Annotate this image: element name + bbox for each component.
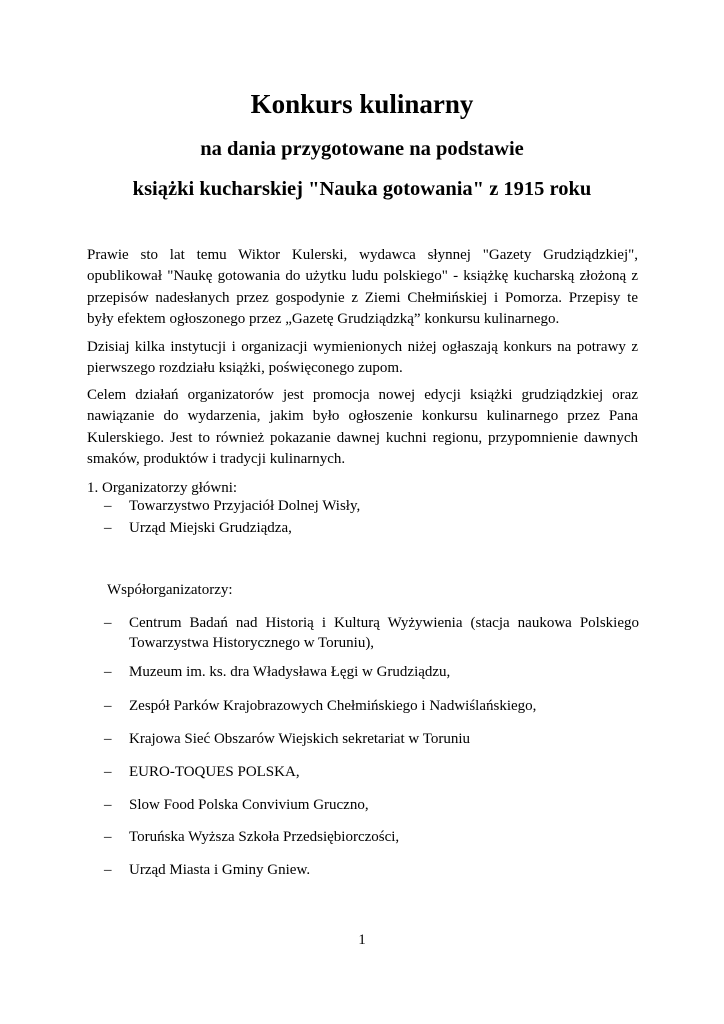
list-dash: – xyxy=(104,520,112,536)
page-number: 1 xyxy=(358,932,366,948)
main-organizer-item: Towarzystwo Przyjaciół Dolnej Wisły, xyxy=(129,498,361,514)
co-organizer-item: Centrum Badań nad Historią i Kulturą Wyżywienia (stacja naukowa Polskiego Towarzystwa Historycznego w Toruniu), xyxy=(129,615,639,651)
list-dash: – xyxy=(104,498,112,514)
subtitle-line-2: książki kucharskiej "Nauka gotowania" z 1915 roku xyxy=(132,178,592,200)
main-organizers-heading: 1. Organizatorzy główni: xyxy=(87,480,238,496)
co-organizer-item: Zespół Parków Krajobrazowych Chełmińskiego i Nadwiślańskiego, xyxy=(129,698,537,714)
main-organizer-item: Urząd Miejski Grudziądza, xyxy=(129,520,292,536)
list-dash: – xyxy=(104,615,112,631)
page-title: Konkurs kulinarny xyxy=(250,89,474,119)
co-organizer-item: Urząd Miasta i Gminy Gniew. xyxy=(129,862,311,878)
announcement-paragraph: Dzisiaj kilka instytucji i organizacji wymienionych niżej ogłaszają konkurs na potrawy z pierwszego rozdziału książki, poświęconego zupom. xyxy=(87,339,638,377)
list-dash: – xyxy=(104,664,112,680)
intro-paragraph: Prawie sto lat temu Wiktor Kulerski, wydawca słynnej "Gazety Grudziądzkiej", opublikował "Naukę gotowania do użytku ludu polskiego" - książkę kucharską złożoną z przepisów nadesłanych przez gospodynie z Ziemi Chełmińskiej i Pomorza. Przepisy te były efektem ogłoszonego przez „Gazetę Grudziądzką” konkursu kulinarnego. xyxy=(87,247,638,327)
list-dash: – xyxy=(104,731,112,747)
co-organizers-heading: Współorganizatorzy: xyxy=(107,582,233,598)
list-dash: – xyxy=(104,829,112,845)
list-dash: – xyxy=(104,764,112,780)
list-dash: – xyxy=(104,797,112,813)
list-dash: – xyxy=(104,698,112,714)
co-organizer-item: Muzeum im. ks. dra Władysława Łęgi w Grudziądzu, xyxy=(129,664,451,680)
co-organizer-item: Slow Food Polska Convivium Gruczno, xyxy=(129,797,369,813)
list-dash: – xyxy=(104,862,112,878)
goals-paragraph: Celem działań organizatorów jest promocja nowej edycji książki grudziądzkiej oraz nawiązanie do wydarzenia, jakim było ogłoszenie konkursu kulinarnego przez Pana Kulerskiego. Jest to również pokazanie dawnej kuchni regionu, przypomnienie dawnych smaków, produktów i tradycji kulinarnych. xyxy=(87,387,638,467)
co-organizer-item: EURO-TOQUES POLSKA, xyxy=(129,764,300,780)
co-organizer-item: Krajowa Sieć Obszarów Wiejskich sekretariat w Toruniu xyxy=(129,731,471,747)
subtitle-line-1: na dania przygotowane na podstawie xyxy=(200,138,524,160)
co-organizer-item: Toruńska Wyższa Szkoła Przedsiębiorczości, xyxy=(129,829,400,845)
